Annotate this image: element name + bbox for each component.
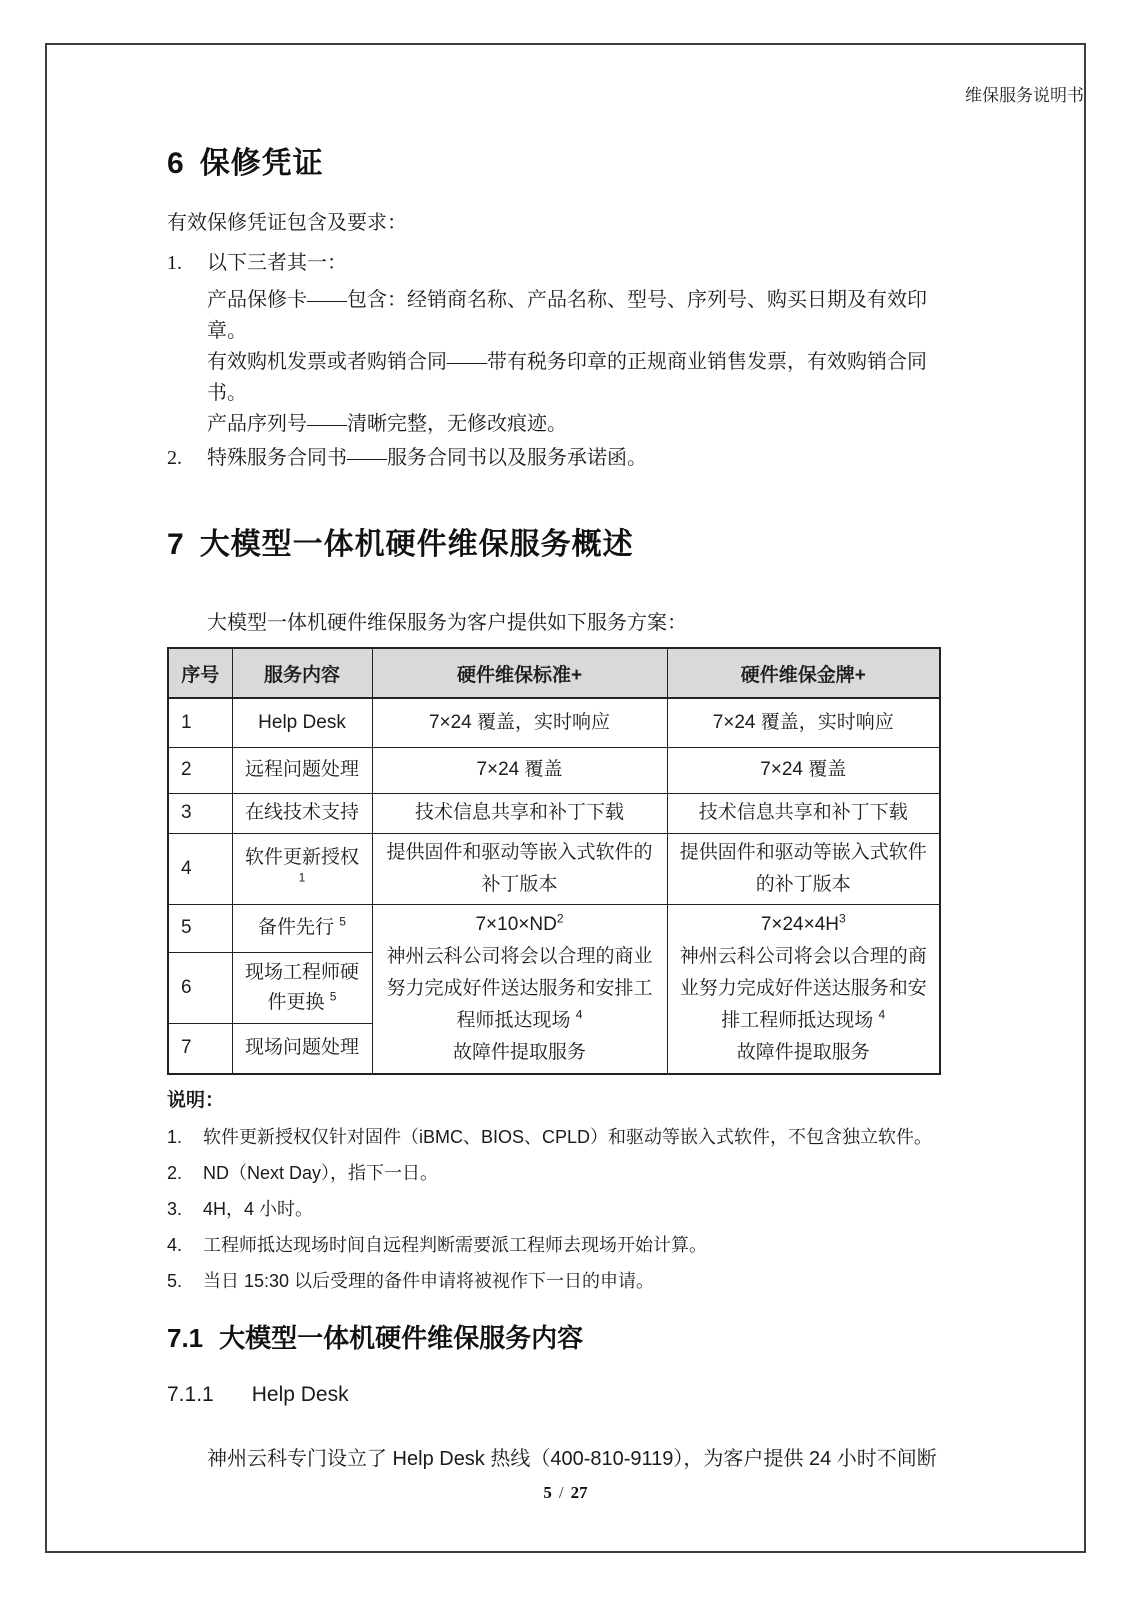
row-4-service-label: 软件更新授权: [244, 846, 359, 868]
page-separator: /: [558, 1483, 564, 1502]
row-1-gold: 7×24 覆盖，实时响应: [667, 698, 940, 747]
row-4-num: 4: [168, 833, 232, 904]
row-7-num: 7: [168, 1024, 232, 1074]
row-7-service: 现场问题处理: [232, 1024, 372, 1074]
section-6-number: 6: [167, 147, 184, 180]
table-row: [168, 747, 940, 793]
header-gold-plus: 硬件维保金牌+: [667, 648, 940, 698]
standard-commitment: 神州云科公司将会以合理的商业努力完成好件送达服务和安排工程师抵达现场 $^4$: [386, 945, 653, 1031]
row-4-standard: 提供固件和驱动等嵌入式软件的补丁版本: [372, 833, 667, 904]
table-row: [168, 698, 940, 747]
header-standard-plus: 硬件维保标准+: [372, 648, 667, 698]
row-3-standard: 技术信息共享和补丁下载: [372, 793, 667, 833]
merged-gold-cell: [667, 904, 940, 1074]
row-5-service: 备件先行 $^5$: [232, 904, 372, 953]
page-number: 5: [543, 1483, 552, 1502]
section-7-intro: 大模型一体机硬件维保服务为客户提供如下服务方案：: [207, 612, 687, 634]
table-row: [168, 833, 940, 904]
list-item-2-text: 特殊服务合同书——服务合同书以及服务承诺函。: [207, 447, 647, 469]
section-6-intro: 有效保修凭证包含及要求：: [167, 212, 407, 234]
gold-sla: $7\times 24\times 4H^3$: [760, 911, 846, 935]
section-7-1-1-heading: [167, 1382, 948, 1408]
notes-title: 说明：: [167, 1089, 225, 1111]
warranty-evidence-lines: [207, 285, 948, 440]
warranty-line-3: 产品序列号——清晰完整，无修改痕迹。: [207, 413, 567, 435]
page-total: 27: [570, 1483, 588, 1502]
row-6-service: 现场工程师硬件更换 $^5$: [232, 953, 372, 1024]
standard-faulty-part-service: 故障件提取服务: [452, 1041, 586, 1063]
note-item-2: 2. ND（Next Day），指下一日。: [167, 1162, 439, 1183]
warranty-line-1: 产品保修卡——包含：经销商名称、产品名称、型号、序列号、购买日期及有效印章。: [207, 289, 927, 342]
table-row: [168, 904, 940, 953]
row-4-service-footnote: 1: [298, 870, 306, 885]
row-2-num: 2: [168, 747, 232, 793]
list-item-2-number: 2.: [167, 447, 182, 469]
table-header-row: [168, 648, 940, 698]
row-1-num: 1: [168, 698, 232, 747]
section-7-1-1-number: 7.1.1: [167, 1382, 214, 1406]
list-item-1-number: 1.: [167, 252, 182, 274]
row-2-service: 远程问题处理: [232, 747, 372, 793]
row-3-num: 3: [168, 793, 232, 833]
section-6-heading: [167, 145, 948, 183]
gold-faulty-part-service: 故障件提取服务: [736, 1041, 870, 1063]
page-frame: [45, 43, 1086, 1553]
section-7-title: 大模型一体机硬件维保服务概述: [199, 528, 634, 561]
row-6-num: 6: [168, 953, 232, 1024]
note-item-5: 5. 当日 15:30 以后受理的备件申请将被视作下一日的申请。: [167, 1270, 655, 1291]
row-2-standard: 7×24 覆盖: [372, 747, 667, 793]
row-3-service: 在线技术支持: [232, 793, 372, 833]
section-6-title: 保修凭证: [199, 147, 324, 180]
row-3-gold: 技术信息共享和补丁下载: [667, 793, 940, 833]
row-4-gold: 提供固件和驱动等嵌入式软件的补丁版本: [667, 833, 940, 904]
section-7-1-title: 大模型一体机硬件维保服务内容: [219, 1322, 584, 1353]
merged-standard-cell: [372, 904, 667, 1074]
list-item-1-text: 以下三者其一：: [207, 252, 347, 274]
row-1-service: Help Desk: [232, 698, 372, 747]
note-item-3: 3. 4H，4 小时。: [167, 1198, 314, 1219]
section-7-1-heading: [167, 1321, 948, 1355]
section-7-1-1-title: Help Desk: [251, 1382, 349, 1406]
row-5-num: 5: [168, 904, 232, 953]
doc-header: [47, 85, 1084, 107]
list-item-1: [167, 249, 948, 277]
row-1-standard: 7×24 覆盖，实时响应: [372, 698, 667, 747]
gold-commitment: 神州云科公司将会以合理的商业努力完成好件送达服务和安排工程师抵达现场 $^4$: [679, 945, 927, 1031]
warranty-line-2: 有效购机发票或者购销合同——带有税务印章的正规商业销售发票，有效购销合同书。: [207, 351, 927, 404]
section-7-number: 7: [167, 528, 184, 561]
note-item-4: 4. 工程师抵达现场时间自远程判断需要派工程师去现场开始计算。: [167, 1234, 707, 1255]
page-footer: [47, 1483, 1084, 1503]
doc-title: 维保服务说明书: [965, 86, 1084, 105]
header-seq: 序号: [168, 648, 232, 698]
section-7-heading: [167, 526, 948, 564]
table-row: [168, 793, 940, 833]
note-item-1: 1. 软件更新授权仅针对固件（iBMC、BIOS、CPLD）和驱动等嵌入式软件，不包含独立软件。: [167, 1126, 933, 1147]
row-2-gold: 7×24 覆盖: [667, 747, 940, 793]
row-4-service: [232, 833, 372, 904]
section-7-1-number: 7.1: [167, 1322, 204, 1353]
list-item-2: [167, 444, 948, 472]
service-plan-table: [167, 647, 941, 1075]
page-content: [167, 145, 948, 1473]
helpdesk-paragraph: 神州云科专门设立了 Help Desk 热线（400-810-9119），为客户提供 24 小时不间断: [207, 1447, 937, 1470]
header-service: 服务内容: [232, 648, 372, 698]
standard-sla: $7\times 10\times ND^2$: [475, 911, 564, 935]
